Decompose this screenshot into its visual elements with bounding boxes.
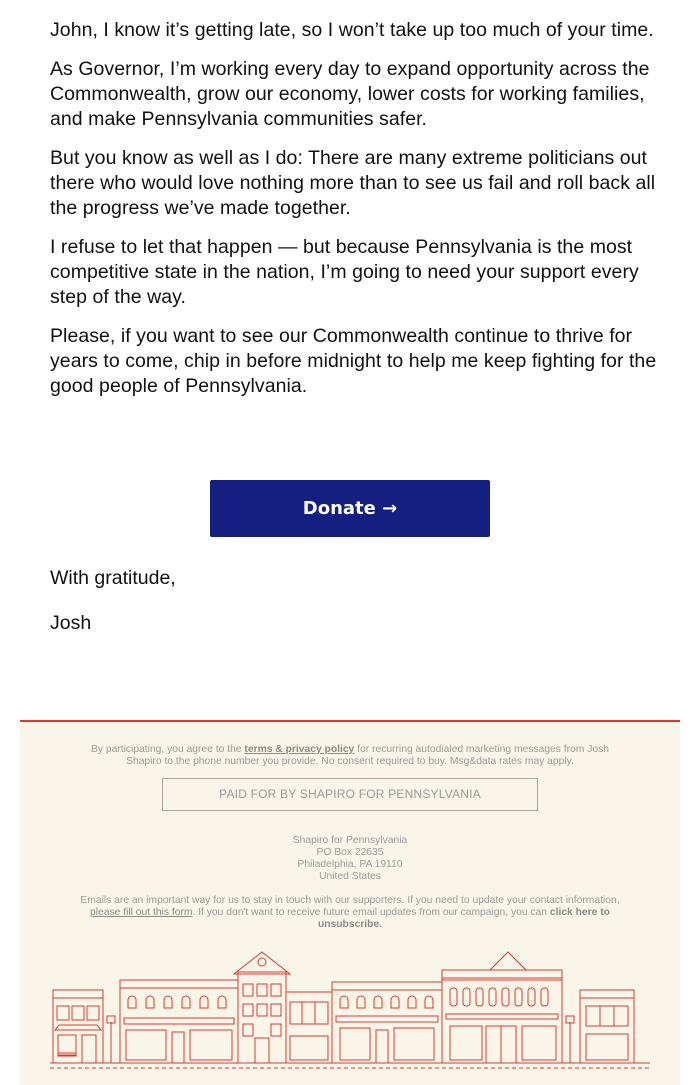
paragraph-greeting: John, I know it’s getting late, so I won’t take up too much of your time. [50,19,654,41]
update-preferences-text: Emails are an important way for us to stay in touch with our supporters. If you need to update your contact information, please fill out this form. If you don't want to receive future email updates from our campaign, you can click here to unsubscribe. [80,895,620,930]
paragraph-chip-in: Please, if you want to see our Commonwealth continue to thrive for years to come, chip in before midnight to help me keep fighting for the good people of Pennsylvania. [50,325,657,397]
email-footer [20,720,680,1085]
donate-button[interactable]: Donate → [210,480,490,537]
update-info-form-link[interactable]: please fill out this form [90,907,193,918]
legal-disclaimer: By participating, you agree to the terms & privacy policy for recurring autodialed marketing messages from Josh Shapiro to the phone number you provide. No consent required to buy. Msg&data rates may apply. [91,744,609,767]
address-line: Shapiro for Pennsylvania [292,835,408,846]
mailing-address [220,835,480,883]
town-skyline-illustration [50,950,650,1080]
address-line: PO Box 22635 [316,847,384,858]
address-line: Philadelphia, PA 19110 [297,859,403,870]
unsubscribe-link[interactable]: click here to unsubscribe. [317,907,610,930]
terms-privacy-link[interactable]: terms & privacy policy [244,744,355,755]
address-line: United States [319,871,381,882]
paragraph-support: I refuse to let that happen — but because Pennsylvania is the most competitive state in the nation, I’m going to need your support every step of the way. [50,236,639,308]
paragraph-politicians: But you know as well as I do: There are many extreme politicians out there who would love nothing more than to see us fail and roll back all the progress we’ve made together. [50,147,656,219]
donate-button-container [210,480,490,537]
paid-for-disclaimer: PAID FOR BY SHAPIRO FOR PENNSYLVANIA [162,778,538,811]
paragraph-governor: As Governor, I’m working every day to expand opportunity across the Commonwealth, grow our economy, lower costs for working families, and make Pennsylvania communities safer. [50,58,650,130]
signoff: With gratitude, [50,567,176,589]
signature: Josh [50,612,92,634]
letter-body [50,18,660,413]
